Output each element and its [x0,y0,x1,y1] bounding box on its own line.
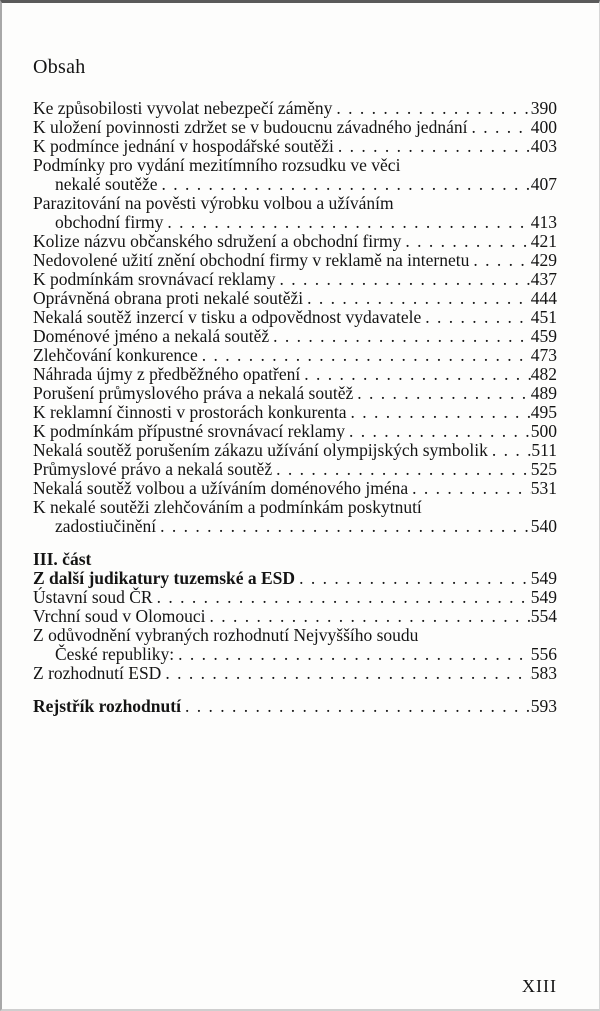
dot-leader [185,697,531,716]
dot-leader [425,308,530,327]
toc-entry-text: Porušení průmyslového práva a nekalá soutěž [33,383,354,403]
toc-entry-line [33,232,557,251]
toc-entry-page: 549 [530,568,557,588]
dot-leader [304,365,531,384]
toc-entry-text: Doménové jméno a nekalá soutěž [33,326,270,346]
toc-entry-text: Kolize názvu občanského sdružení a obchodní firmy [33,231,402,251]
toc-entry-line [33,498,557,517]
toc-entry-page: 556 [530,644,557,664]
toc-entry-text: III. část [33,549,92,569]
toc-entry-text: K podmínkám přípustné srovnávací reklamy [33,421,346,441]
toc-group [33,99,557,536]
dot-leader [350,403,530,422]
toc-entry-text: K uložení povinnosti zdržet se v budoucnu závadného jednání [33,117,468,137]
toc-entry-text: Nekalá soutěž volbou a užíváním doménového jména [33,478,409,498]
dot-leader [276,460,531,479]
toc-entry-text: Nekalá soutěž porušením zákazu užívání olympijských symbolik [33,440,488,460]
dot-leader [162,175,531,194]
dot-leader [338,137,531,156]
toc-entry-line [33,175,557,194]
dot-leader [165,664,530,683]
toc-entry-page: 554 [530,606,557,626]
toc-entry-page: 593 [530,696,557,716]
toc-entry-page: 459 [530,326,557,346]
dot-leader [178,645,531,664]
toc-entry-page: 511 [531,440,557,460]
dot-leader [336,99,530,118]
toc-entry-line [33,626,557,645]
toc-entry-line [33,664,557,683]
toc-entry-text: nekalé soutěže [55,174,158,194]
toc-entry-line [33,327,557,346]
dot-leader [160,517,531,536]
toc-entry-line [33,569,557,588]
toc-entry-page: 403 [530,136,557,156]
toc-entry-text: České republiky: [55,644,175,664]
dot-leader [209,607,530,626]
dot-leader [202,346,531,365]
toc-entry-text: K podmínce jednání v hospodářské soutěži [33,136,334,156]
toc-entry-text: Oprávněná obrana proti nekalé soutěži [33,288,304,308]
toc-entry-line [33,460,557,479]
toc-entry-page: 540 [530,516,557,536]
toc-entry-text: Ústavní soud ČR [33,587,153,607]
toc-entry-page: 525 [530,459,557,479]
dot-leader [273,327,531,346]
toc-entry-text: K nekalé soutěži zlehčováním a podmínkám poskytnutí [33,497,422,517]
toc-entry-page: 549 [530,587,557,607]
toc-entry-line [33,213,557,232]
toc-entry-text: Z další judikatury tuzemské a ESD [33,568,296,588]
dot-leader [405,232,530,251]
toc-entry-line [33,137,557,156]
toc-entry-line [33,697,557,716]
toc-entry-line [33,251,557,270]
toc-entry-text: obchodní firmy [55,212,164,232]
toc-entry-line [33,289,557,308]
toc-entry-text: Zlehčování konkurence [33,345,198,365]
toc-entry-page: 482 [530,364,557,384]
toc-entry-line [33,365,557,384]
toc-entry-page: 437 [530,269,557,289]
toc-entry-page: 500 [530,421,557,441]
toc-entry-text: Průmyslové právo a nekalá soutěž [33,459,273,479]
page-number: XIII [522,976,557,996]
toc-entry-text: Rejstřík rozhodnutí [33,696,181,716]
toc-entry-line [33,403,557,422]
toc-entry-text: K podmínkám srovnávací reklamy [33,269,276,289]
toc-entry-text: K reklamní činnosti v prostorách konkurenta [33,402,347,422]
toc-entry-page: 489 [530,383,557,403]
toc-entry-page: 400 [530,117,557,137]
toc-entry-line [33,156,557,175]
toc-entry-page: 531 [530,478,557,498]
toc-entry-page: 407 [530,174,557,194]
toc-entry-line [33,346,557,365]
toc-entry-line [33,517,557,536]
toc-entry-text: Náhrada újmy z předběžného opatření [33,364,301,384]
toc-list [33,99,557,716]
dot-leader [349,422,531,441]
toc-entry-page: 413 [530,212,557,232]
toc-entry-line [33,607,557,626]
dot-leader [299,569,531,588]
toc-entry-page: 451 [530,307,557,327]
dot-leader [412,479,531,498]
toc-entry-text: Parazitování na pověsti výrobku volbou a užíváním [33,193,394,213]
toc-entry-line [33,422,557,441]
toc-entry-line [33,441,557,460]
toc-entry-page: 444 [530,288,557,308]
toc-entry-line [33,194,557,213]
toc-entry-text: Podmínky pro vydání mezitímního rozsudku ve věci [33,155,401,175]
toc-entry-text: Nedovolené užití znění obchodní firmy v reklamě na internetu [33,250,470,270]
toc-entry-line [33,479,557,498]
dot-leader [167,213,530,232]
dot-leader [307,289,531,308]
toc-entry-page: 583 [530,663,557,683]
toc-group [33,697,557,716]
toc-entry-line [33,588,557,607]
dot-leader [157,588,531,607]
toc-group [33,550,557,683]
toc-entry-page: 390 [530,98,557,118]
dot-leader [280,270,531,289]
toc-entry-text: Vrchní soud v Olomouci [33,606,206,626]
toc-entry-text: Z rozhodnutí ESD [33,663,162,683]
dot-leader [492,441,532,460]
toc-entry-page: 473 [530,345,557,365]
toc-entry-text: Z odůvodnění vybraných rozhodnutí Nejvyššího soudu [33,625,419,645]
toc-entry-line [33,118,557,137]
toc-entry-text: zadostiučinění [55,516,157,536]
toc-entry-line [33,270,557,289]
toc-entry-text: Ke způsobilosti vyvolat nebezpečí záměny [33,98,333,118]
toc-entry-line [33,645,557,664]
dot-leader [357,384,530,403]
toc-entry-page: 495 [530,402,557,422]
toc-entry-line [33,99,557,118]
toc-entry-text: Nekalá soutěž inzercí v tisku a odpovědnost vydavatele [33,307,422,327]
toc-entry-line [33,308,557,327]
dot-leader [473,251,530,270]
toc-entry-page: 429 [530,250,557,270]
toc-entry-line [33,550,557,569]
toc-entry-line [33,384,557,403]
dot-leader [471,118,530,137]
toc-entry-page: 421 [530,231,557,251]
page-title: Obsah [33,56,86,78]
